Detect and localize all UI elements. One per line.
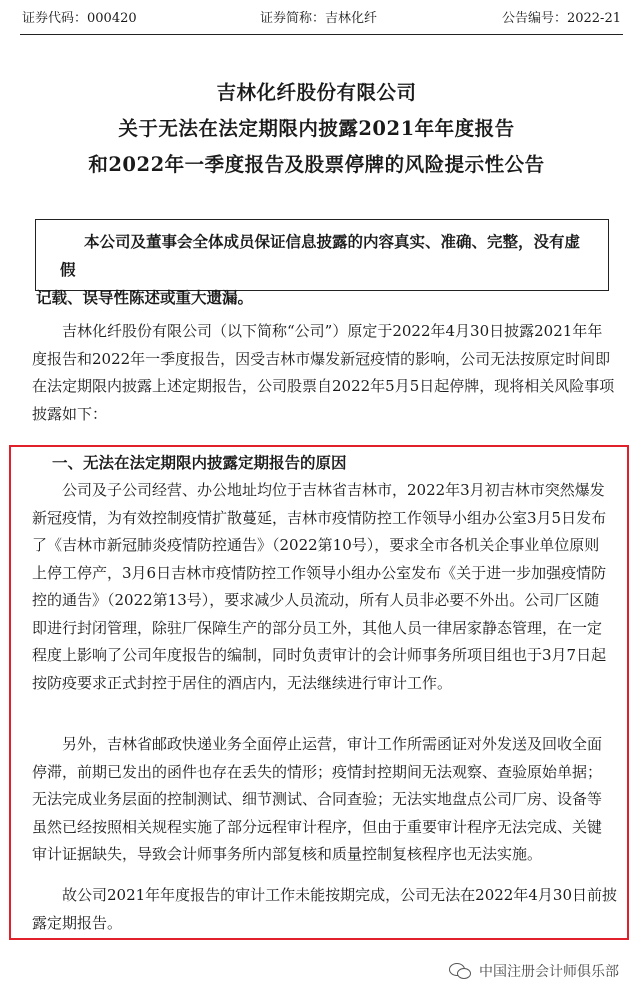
source-watermark <box>449 956 619 986</box>
stock-abbreviation: 证券简称：吉林化纤 <box>260 11 378 26</box>
header-divider <box>20 34 623 35</box>
text-line: 停滞，前期已发出的函件也存在丢失的情形；疫情封控期间无法观察、查验原始单据； <box>32 762 603 781</box>
text-line: 审计证据缺失，导致会计师事务所内部复核和质量控制复核程序也无法实施。 <box>32 845 543 863</box>
text-line: 故公司2021年年度报告的审计工作未能按期完成，公司无法在2022年4月30日前披 <box>62 886 617 904</box>
text-line: 公司及子公司经营、办公地址均位于吉林省吉林市，2022年3月初吉林市突然爆发 <box>62 481 605 499</box>
section-1-paragraph-2 <box>32 731 610 869</box>
text-line: 控的通告》（2022第13号），要求减少人员流动，所有人员非必要不外出。公司厂区随 <box>32 591 600 609</box>
document-header <box>22 8 621 30</box>
intro-paragraph <box>32 318 615 428</box>
text-line: 按防疫要求正式封控于居住的酒店内，无法继续进行审计工作。 <box>32 673 453 692</box>
announcement-title-line-1: 关于无法在法定期限内披露2021年年度报告 <box>118 117 515 140</box>
text-line: 即进行封闭管理，除驻厂保障生产的部分员工外，其他人员一律居家静态管理，在一定 <box>32 618 603 637</box>
section-1-paragraph-1 <box>32 477 610 697</box>
notice-line: 本公司及董事会全体成员保证信息披露的内容真实、准确、完整，没有虚假 <box>60 232 581 279</box>
text-line: 了《吉林市新冠肺炎疫情防控通告》（2022第10号），要求全市各机关企事业单位原则 <box>32 536 600 554</box>
watermark-text: 中国注册会计师俱乐部 <box>479 963 619 979</box>
text-line: 新冠疫情，为有效控制疫情扩散蔓延，吉林市疫情防控工作领导小组办公室3月5日发布 <box>32 508 607 527</box>
text-line: 度报告和2022年一季度报告，因受吉林市爆发新冠疫情的影响，公司无法按原定时间即 <box>32 349 611 368</box>
company-title: 吉林化纤股份有限公司 <box>216 81 417 104</box>
text-line: 另外，吉林省邮政快递业务全面停止运营，审计工作所需函证对外发送及回收全面 <box>62 735 603 753</box>
text-line: 吉林化纤股份有限公司（以下简称“公司”）原定于2022年4月30日披露2021年年 <box>62 322 603 340</box>
notice-line: 记载、误导性陈述或重大遗漏。 <box>36 288 254 307</box>
text-line: 程度上影响了公司年度报告的编制，同时负责审计的会计师事务所项目组也于3月7日起 <box>32 646 607 664</box>
stock-code: 证券代码：000420 <box>22 11 137 26</box>
text-line: 上停工停产，3月6日吉林市疫情防控工作领导小组办公室发布《关于进一步加强疫情防 <box>32 563 607 582</box>
section-1-title: 一、无法在法定期限内披露定期报告的原因 <box>52 453 347 472</box>
disclosure-notice-box <box>35 219 609 307</box>
text-line: 露定期报告。 <box>32 913 123 932</box>
text-line: 虽然已经按照相关规程实施了部分远程审计程序，但由于重要审计程序无法完成、关键 <box>32 817 603 836</box>
announcement-number: 公告编号：2022-21 <box>501 11 621 26</box>
wechat-icon <box>449 962 473 980</box>
text-line: 披露如下： <box>32 404 108 423</box>
text-line: 无法完成业务层面的控制测试、细节测试、合同查验；无法实地盘点公司厂房、设备等 <box>32 790 603 808</box>
notice-text <box>36 228 594 312</box>
section-1-paragraph-3 <box>32 882 617 937</box>
text-line: 在法定期限内披露上述定期报告，公司股票自2022年5月5日起停牌，现将相关风险事项 <box>32 377 615 395</box>
announcement-title-line-2: 和2022年一季度报告及股票停牌的风险提示性公告 <box>88 153 545 176</box>
